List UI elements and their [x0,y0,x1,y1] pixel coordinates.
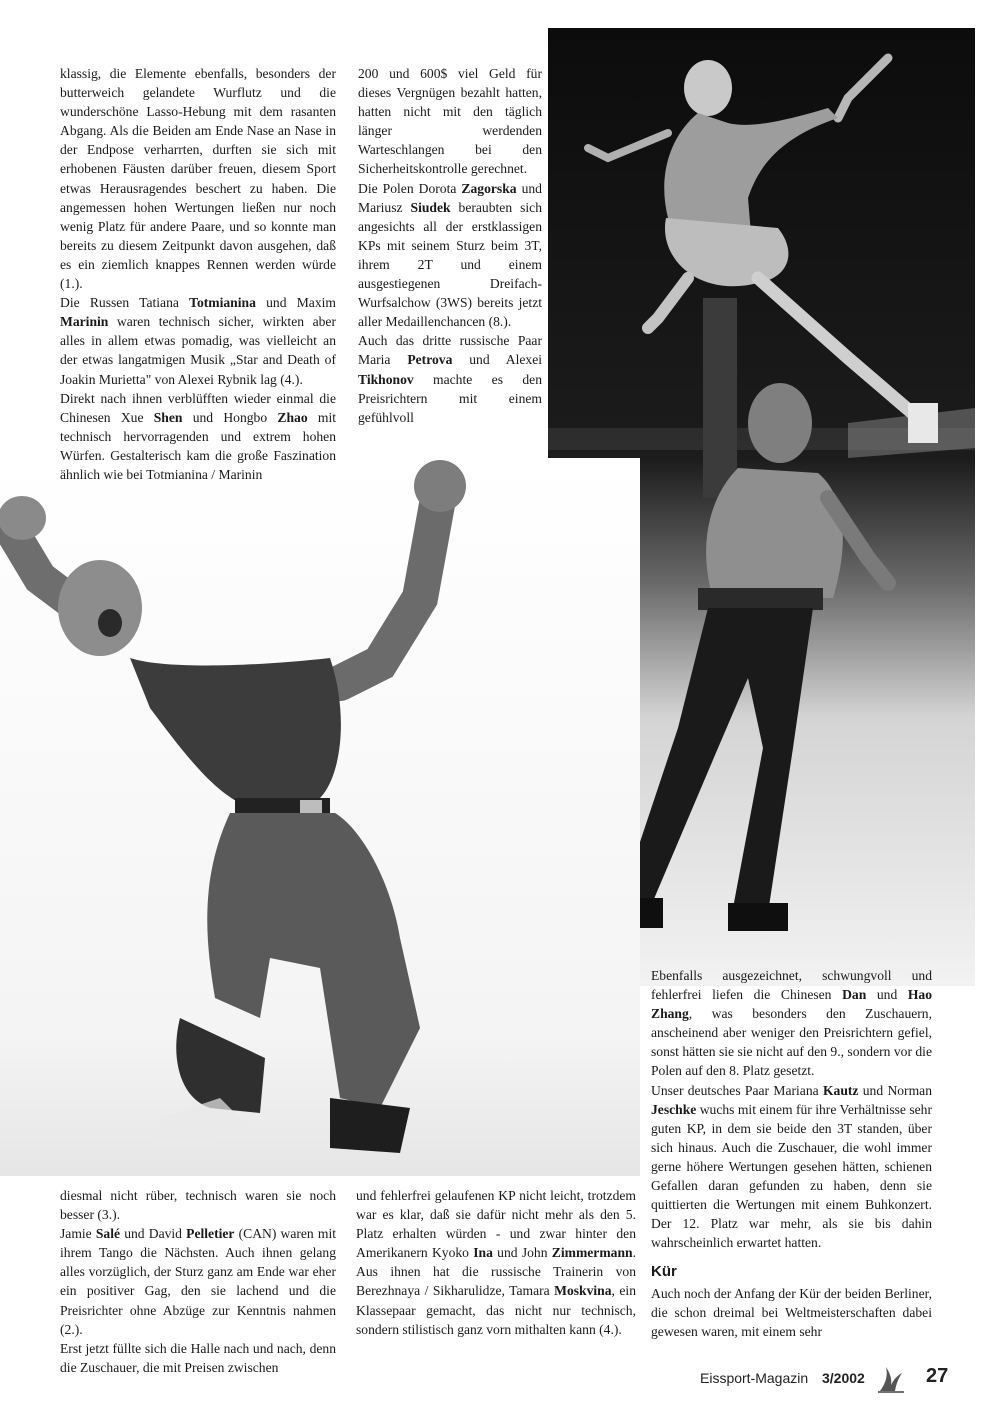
paragraph [60,1339,336,1377]
text-run: , was besonders den Zuschauern, anscheinend aber weniger den Preisrichtern gefiel, sonst hätten sie sie nicht auf den 9., sondern vor die Polen auf den 8. Platz gesetzt. [651,1006,932,1079]
magazine-name: Eissport-Magazin [700,1370,809,1386]
paragraph [356,1186,636,1339]
paragraph [60,64,336,293]
column-2-top [358,64,542,427]
text-run: und David [120,1226,187,1242]
bold-name: Zagorska [461,180,517,196]
bold-name: Zhao [277,409,308,425]
bold-name: Marinin [60,314,109,330]
text-run: Ebenfalls ausgezeichnet, schwungvoll und fehlerfrei liefen die Chinesen [651,968,932,1003]
column-3-kuer-paragraphs [651,1284,932,1341]
paragraph [60,293,336,388]
paragraph [358,64,542,179]
bold-name: Moskvina [554,1283,612,1299]
paragraph [651,1081,932,1253]
bold-name: Petrova [407,352,453,368]
column-2-bottom-paragraphs [356,1186,636,1339]
paragraph [651,1284,932,1341]
kneeling-skater-photo [0,458,640,1176]
column-2-bottom [356,1186,636,1339]
issue-number: 3/2002 [822,1370,865,1386]
text-run: Auch noch der Anfang der Kür der beiden Berliner, die schon dreimal bei Weltmeisterschaften dabei gewesen waren, mit einem sehr [651,1285,932,1339]
bold-name: Totmianina [189,295,256,311]
bold-name: Hao Zhang [651,987,933,1022]
bold-name: Kautz [822,1082,859,1098]
text-run: 200 und 600$ viel Geld für dieses Vergnügen bezahlt hatten, hatten nicht mit den täglich länger werdenden Warteschlangen bei den Sicherheitskontrolle gerechnet. [358,66,542,177]
bold-name: Jeschke [651,1101,697,1117]
column-1-bottom-paragraphs [60,1186,336,1377]
text-run: Direkt nach ihnen verblüfften wieder einmal die Chinesen Xue [60,390,336,425]
bold-name: Shen [153,409,183,425]
bold-name: Siudek [410,199,451,215]
text-run: und [866,987,908,1003]
bold-name: Pelletier [186,1226,235,1242]
column-1-top [60,64,336,484]
bold-name: Ina [473,1245,493,1261]
text-run: diesmal nicht rüber, technisch waren sie noch besser (3.). [60,1188,336,1223]
page-number: 27 [926,1365,949,1387]
text-run: und Maxim [255,295,336,311]
text-run: mit technisch hervorragenden und extrem hohen Würfen. Gestalterisch kam die große Faszination ähnlich wie bei Totmianina / Marinin [60,409,336,482]
bold-name: Salé [95,1226,121,1242]
text-run: Die Russen Tatiana [60,295,190,311]
text-run: , ein Klassepaar gemacht, das nicht nur technisch, sondern stilistisch ganz vorn mithalten kann (4.). [356,1283,636,1337]
section-heading-kuer: Kür [651,1263,677,1281]
column-3-paragraphs [651,966,932,1252]
text-run: Unser deutsches Paar Mariana [651,1082,823,1098]
text-run: . Aus ihnen hat die russische Trainerin von Berezhnaya / Sikharulidze, Tamara [356,1245,636,1299]
paragraph [60,1186,336,1224]
paragraph [358,179,542,332]
text-run: (CAN) waren mit ihrem Tango die Nächsten. Auch ihnen gelang alles vorzüglich, der Sturz ganz am Ende war eher ein positiver Gag, den sie lachend und die Preisrichter ohne Abzüge zur Kenntnis nahmen (2.). [60,1226,336,1337]
bold-name: Zimmermann [551,1245,633,1261]
text-run: und Norman [858,1082,932,1098]
text-run: und fehlerfrei gelaufenen KP nicht leicht, trotzdem war es klar, daß sie dafür nicht mehr als den 5. Platz erhalten würden - und zwar hinter den Amerikanern Kyoko [356,1188,636,1261]
text-run: Erst jetzt füllte sich die Halle nach und nach, denn die Zuschauer, die mit Preisen zwischen [60,1340,336,1375]
column-3 [651,966,932,1341]
column-2-top-paragraphs [358,64,542,427]
paragraph [651,966,932,1081]
text-run: und Hongbo [182,409,278,425]
text-run: und Alexei [452,352,543,368]
paragraph [60,389,336,484]
text-run: klassig, die Elemente ebenfalls, besonders der butterweich gelandete Wurflutz und die wunderschöne Lasso-Hebung mit dem rasanten Abgang. Als die Beiden am Ende Nase an Nase in der Endpose verharrten, durften sie sich mit erhobenen Fäusten darüber freuen, diesem Sport etwas Herausragendes beschert zu haben. Die angemessen hohen Wertungen ließen nur noch wenig Platz für andere Paare, und so konnte man bereits zu diesem Zeitpunkt davon ausgehen, daß es ein ziemlich knappes Rennen werden würde (1.). [60,66,336,292]
text-run: beraubten sich angesichts all der erstklassigen KPs mit seinem Sturz beim 3T, ihrem 2T und einem ausgestiegenen Dreifach-Wurfsalchow (3WS) bereits jetzt aller Medaillenchancen (8.). [358,199,542,330]
text-run: Auch das dritte russische Paar Maria [358,333,542,368]
text-run: und Mariusz [358,180,542,215]
page-footer [700,1365,960,1399]
text-run: Die Polen Dorota [358,180,462,196]
text-run: machte es den Preisrichtern mit einem gefühlvoll [358,371,542,425]
skater-wing-logo-icon [876,1365,906,1393]
paragraph [60,1224,336,1339]
text-run: wuchs mit einem für ihre Verhältnisse sehr guten KP, in dem sie beide den 3T standen, über sich hinaus. Auch die Zuschauer, die wohl immer gerne höhere Wertungen gesehen hätten, schienen Gefallen daran gefunden zu haben, denn sie quittierten die Wertungen mit einem Buhkonzert. Der 12. Platz war mehr, als sie bis dahin wahrscheinlich erwartet hatten. [651,1101,933,1251]
paragraph [358,331,542,426]
bold-name: Tikhonov [358,371,414,387]
column-1-bottom [60,1186,336,1377]
text-run: und John [492,1245,552,1261]
text-run: Jamie [60,1226,96,1242]
bold-name: Dan [842,987,867,1003]
text-run: waren technisch sicher, wirkten aber alles in allem etwas pomadig, was vielleicht an der etwas langatmigen Musik „Star and Death of Joakin Murietta" von Alexei Rybnik lag (4.). [60,314,336,387]
column-1-top-paragraphs [60,64,336,484]
